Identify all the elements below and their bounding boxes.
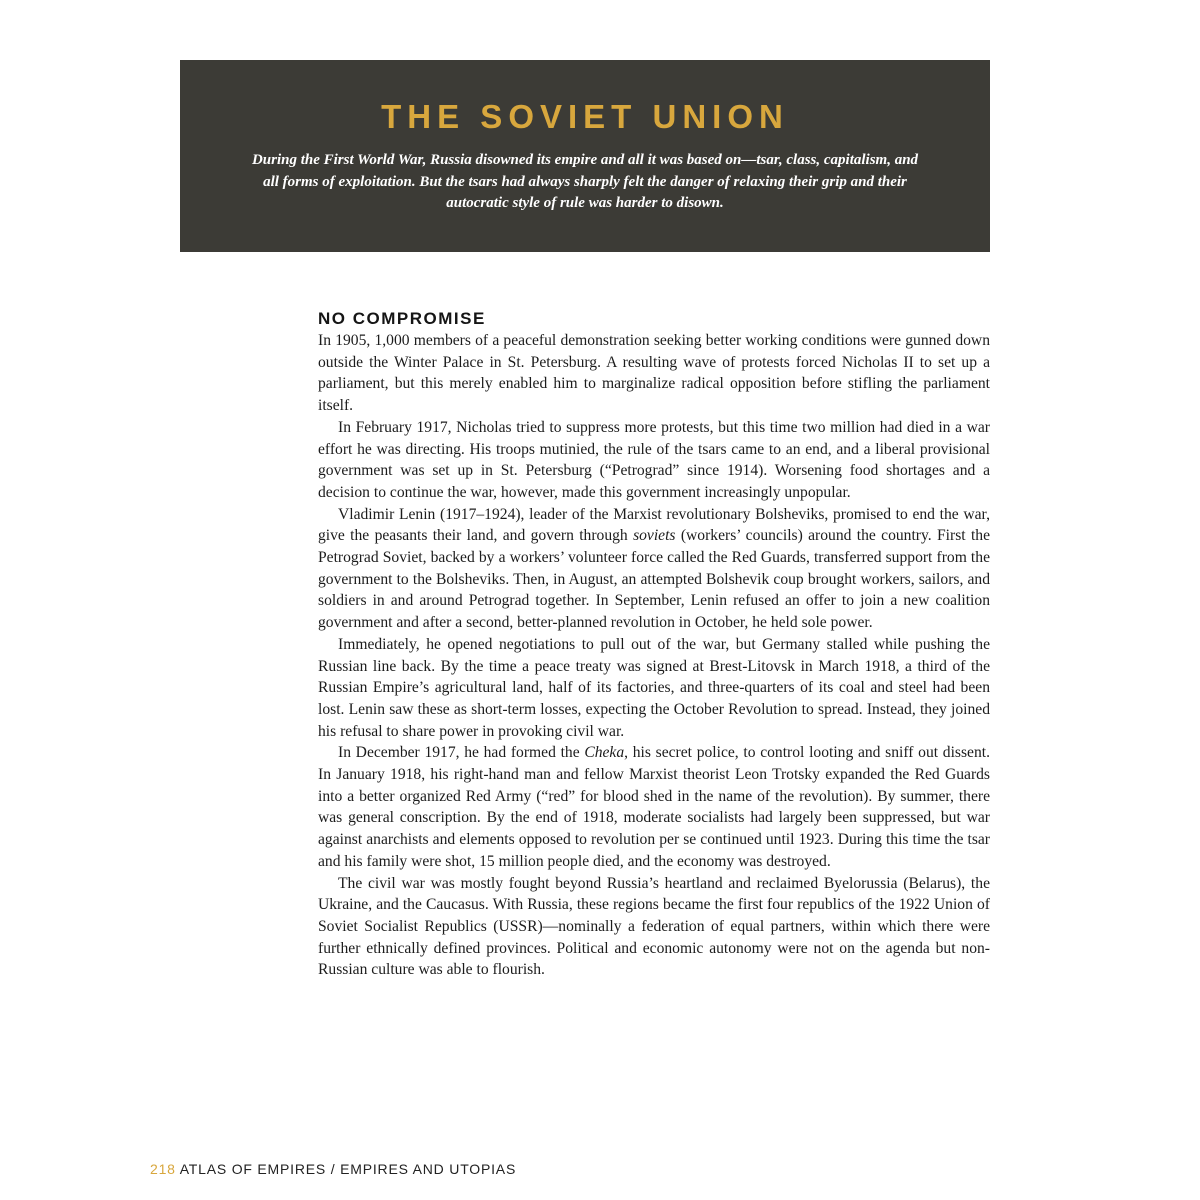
term-cheka: Cheka <box>584 744 625 762</box>
chapter-title: THE SOVIET UNION <box>381 98 789 135</box>
paragraph-3-text-start: Vladimir Lenin (1917–1924), leader of the Marxist revolutionary Bolsheviks, promised to end the war, give the peasants their land, and govern through <box>318 505 990 545</box>
paragraph-1: In 1905, 1,000 members of a peaceful demonstration seeking better working conditions were gunned down outside the Winter Palace in St. Petersburg. A resulting wave of protests forced Nicholas II to set up a parliament, but this merely enabled him to marginalize radical opposition before stifling the parliament itself. <box>318 332 990 415</box>
running-head: ATLAS OF EMPIRES / EMPIRES AND UTOPIAS <box>179 1161 517 1177</box>
paragraph-3 <box>318 504 990 634</box>
paragraph-5-text-end: , his secret police, to control looting and sniff out dissent. In January 1918, his right-hand man and fellow Marxist theorist Leon Trotsky expanded the Red Guards into a better organized Red Army (“red” for blood shed in the name of the revolution). By summer, there was general conscription. By the end of 1918, moderate socialists had largely been suppressed, but war against anarchists and elements opposed to revolution per se continued until 1923. During this time the tsar and his family were shot, 15 million people died, and the economy was destroyed. <box>318 744 990 870</box>
paragraph-5 <box>318 742 990 872</box>
page-number: 218 <box>150 1161 176 1177</box>
section-heading: NO COMPROMISE <box>318 309 486 328</box>
paragraph-2: In February 1917, Nicholas tried to suppress more protests, but this time two million had died in a war effort he was directing. His troops mutinied, the rule of the tsars came to an end, and a liberal provisional government was set up in St. Petersburg (“Petrograd” since 1914). Worsening food shortages and a decision to continue the war, however, made this government increasingly unpopular. <box>318 418 990 501</box>
paragraph-3-text-end: (workers’ councils) around the country. First the Petrograd Soviet, backed by a workers’ volunteer force called the Red Guards, transferred support from the government to the Bolsheviks. Then, in August, an attempted Bolshevik coup brought workers, sailors, and soldiers in and around Petrograd together. In September, Lenin refused an offer to join a new coalition government and after a second, better-planned revolution in October, he held sole power. <box>318 527 990 632</box>
chapter-banner <box>180 60 990 252</box>
paragraph-5-text-start: In December 1917, he had formed the <box>338 744 585 762</box>
article-body <box>318 308 990 981</box>
term-soviets: soviets <box>633 527 676 545</box>
chapter-intro: During the First World War, Russia disowned its empire and all it was based on—tsar, class, capitalism, and all forms of exploitation. But the tsars had always sharply felt the danger of relaxing their grip and their autocratic style of rule was harder to disown. <box>251 152 919 211</box>
paragraph-4: Immediately, he opened negotiations to pull out of the war, but Germany stalled while pushing the Russian line back. By the time a peace treaty was signed at Brest-Litovsk in March 1918, a third of the Russian Empire’s agricultural land, half of its factories, and three-quarters of its coal and steel had been lost. Lenin saw these as short-term losses, expecting the October Revolution to spread. Instead, they joined his refusal to share power in provoking civil war. <box>318 635 990 740</box>
page-footer <box>150 1160 750 1178</box>
paragraph-6: The civil war was mostly fought beyond Russia’s heartland and reclaimed Byelorussia (Belarus), the Ukraine, and the Caucasus. With Russia, these regions became the first four republics of the 1922 Union of Soviet Socialist Republics (USSR)—nominally a federation of equal partners, within which there were further ethnically defined provinces. Political and economic autonomy were not on the agenda but non-Russian culture was able to flourish. <box>318 874 990 979</box>
